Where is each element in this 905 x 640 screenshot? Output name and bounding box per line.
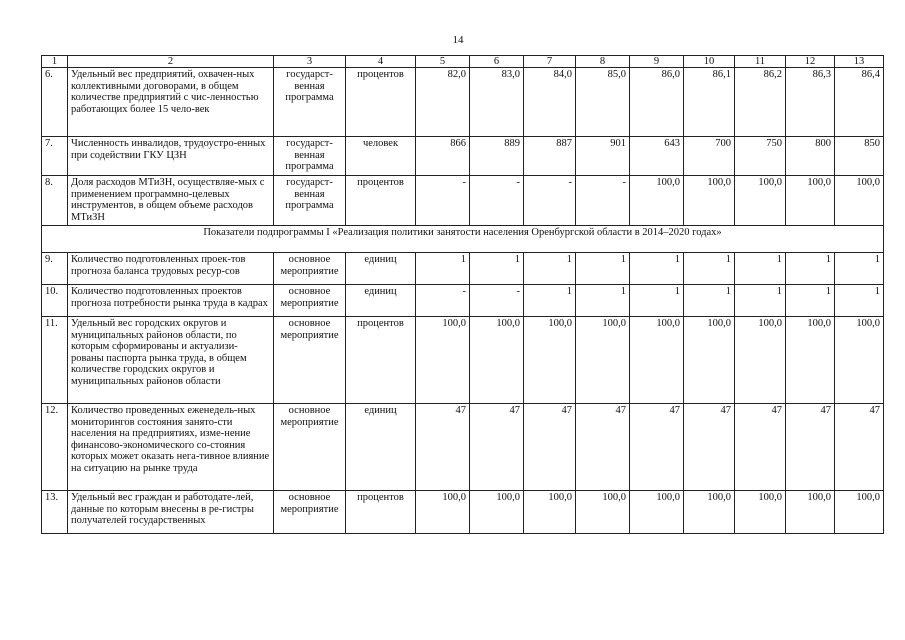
value-cell: 100,0 <box>684 176 735 226</box>
value-cell: 100,0 <box>470 317 524 404</box>
value-cell: 47 <box>735 404 786 491</box>
value-cell: 901 <box>576 137 630 176</box>
value-cell: 86,2 <box>735 68 786 137</box>
indicator-name: Удельный вес городских округов и муниципальных районов области, по которым сформированы и актуализи-рованы паспорта рынка труда, в общем количестве городских округов и муниципальных районов области <box>68 317 274 404</box>
value-cell: 1 <box>735 253 786 285</box>
unit: единиц <box>346 253 416 285</box>
header-cell: 8 <box>576 56 630 68</box>
value-cell: 100,0 <box>786 491 835 534</box>
header-cell: 5 <box>416 56 470 68</box>
value-cell: 100,0 <box>416 317 470 404</box>
value-cell: 47 <box>786 404 835 491</box>
unit: человек <box>346 137 416 176</box>
value-cell: 1 <box>735 285 786 317</box>
value-cell: - <box>470 285 524 317</box>
header-cell: 4 <box>346 56 416 68</box>
value-cell: 47 <box>470 404 524 491</box>
indicators-table <box>41 55 884 534</box>
table-row <box>42 137 884 176</box>
table-row <box>42 176 884 226</box>
value-cell: - <box>470 176 524 226</box>
unit: процентов <box>346 176 416 226</box>
value-cell: 100,0 <box>786 176 835 226</box>
value-cell: 83,0 <box>470 68 524 137</box>
value-cell: 100,0 <box>524 491 576 534</box>
value-cell: 100,0 <box>684 491 735 534</box>
row-number: 7. <box>42 137 68 176</box>
indicator-type: основное мероприятие <box>274 491 346 534</box>
header-cell: 3 <box>274 56 346 68</box>
value-cell: 1 <box>630 285 684 317</box>
value-cell: 850 <box>835 137 884 176</box>
unit: процентов <box>346 491 416 534</box>
value-cell: 1 <box>786 285 835 317</box>
value-cell: 84,0 <box>524 68 576 137</box>
unit: процентов <box>346 68 416 137</box>
value-cell: - <box>576 176 630 226</box>
value-cell: 1 <box>576 285 630 317</box>
row-number: 12. <box>42 404 68 491</box>
header-cell: 1 <box>42 56 68 68</box>
header-cell: 10 <box>684 56 735 68</box>
unit: процентов <box>346 317 416 404</box>
value-cell: 85,0 <box>576 68 630 137</box>
row-number: 11. <box>42 317 68 404</box>
indicator-name: Доля расходов МТиЗН, осуществляе-мых с применением программно-целевых инструментов, в общем объеме расходов МТиЗН <box>68 176 274 226</box>
value-cell: 643 <box>630 137 684 176</box>
value-cell: 100,0 <box>524 317 576 404</box>
value-cell: 1 <box>524 285 576 317</box>
value-cell: 47 <box>576 404 630 491</box>
table-row <box>42 68 884 137</box>
value-cell: 100,0 <box>786 317 835 404</box>
indicator-type: государст-венная программа <box>274 176 346 226</box>
row-number: 10. <box>42 285 68 317</box>
value-cell: 100,0 <box>470 491 524 534</box>
value-cell: 86,3 <box>786 68 835 137</box>
value-cell: 100,0 <box>835 176 884 226</box>
value-cell: 750 <box>735 137 786 176</box>
value-cell: 889 <box>470 137 524 176</box>
value-cell: 100,0 <box>684 317 735 404</box>
value-cell: 100,0 <box>630 176 684 226</box>
table-row <box>42 285 884 317</box>
value-cell: 100,0 <box>735 317 786 404</box>
indicator-type: основное мероприятие <box>274 253 346 285</box>
unit: единиц <box>346 404 416 491</box>
page-number: 14 <box>452 34 464 46</box>
value-cell: 700 <box>684 137 735 176</box>
unit: единиц <box>346 285 416 317</box>
value-cell: 100,0 <box>735 491 786 534</box>
row-number: 8. <box>42 176 68 226</box>
value-cell: 86,1 <box>684 68 735 137</box>
header-cell: 11 <box>735 56 786 68</box>
value-cell: - <box>416 176 470 226</box>
value-cell: 1 <box>576 253 630 285</box>
value-cell: 100,0 <box>835 491 884 534</box>
header-row <box>42 56 884 68</box>
indicator-name: Удельный вес предприятий, охвачен-ных коллективными договорами, в общем количестве предприятий с чис-ленностью работающих более 15 чело-век <box>68 68 274 137</box>
value-cell: 47 <box>524 404 576 491</box>
section-row <box>42 226 884 253</box>
header-cell: 13 <box>835 56 884 68</box>
section-title: Показатели подпрограммы I «Реализация политики занятости населения Оренбургской области в 2014–2020 годах» <box>42 226 884 253</box>
row-number: 9. <box>42 253 68 285</box>
value-cell: 887 <box>524 137 576 176</box>
header-cell: 6 <box>470 56 524 68</box>
table-row <box>42 404 884 491</box>
value-cell: 1 <box>630 253 684 285</box>
row-number: 13. <box>42 491 68 534</box>
value-cell: 866 <box>416 137 470 176</box>
value-cell: 47 <box>684 404 735 491</box>
value-cell: 100,0 <box>735 176 786 226</box>
value-cell: 47 <box>835 404 884 491</box>
value-cell: 100,0 <box>630 491 684 534</box>
indicator-name: Численность инвалидов, трудоустро-енных при содействии ГКУ ЦЗН <box>68 137 274 176</box>
value-cell: 1 <box>835 285 884 317</box>
row-number: 6. <box>42 68 68 137</box>
indicator-type: государст-венная программа <box>274 68 346 137</box>
table-row <box>42 253 884 285</box>
indicator-name: Количество проведенных еженедель-ных мониторингов состояния занято-сти населения на предприятиях, изме-нение финансово-экономического со-стояния которых может оказать нега-тивное влияние на ситуацию на рынке труда <box>68 404 274 491</box>
value-cell: 1 <box>684 285 735 317</box>
header-cell: 7 <box>524 56 576 68</box>
value-cell: 100,0 <box>576 317 630 404</box>
value-cell: 86,4 <box>835 68 884 137</box>
table-row <box>42 491 884 534</box>
value-cell: 47 <box>630 404 684 491</box>
value-cell: 1 <box>524 253 576 285</box>
indicator-name: Количество подготовленных проек-тов прогноза баланса трудовых ресур-сов <box>68 253 274 285</box>
value-cell: 86,0 <box>630 68 684 137</box>
indicator-name: Удельный вес граждан и работодате-лей, данные по которым внесены в ре-гистры получателей государственных <box>68 491 274 534</box>
value-cell: 1 <box>835 253 884 285</box>
value-cell: 100,0 <box>835 317 884 404</box>
header-cell: 9 <box>630 56 684 68</box>
value-cell: 100,0 <box>630 317 684 404</box>
value-cell: 82,0 <box>416 68 470 137</box>
value-cell: 47 <box>416 404 470 491</box>
value-cell: 1 <box>470 253 524 285</box>
table-row <box>42 317 884 404</box>
value-cell: 1 <box>684 253 735 285</box>
indicator-type: государст-венная программа <box>274 137 346 176</box>
indicator-name: Количество подготовленных проектов прогноза потребности рынка труда в кадрах <box>68 285 274 317</box>
header-cell: 12 <box>786 56 835 68</box>
header-cell: 2 <box>68 56 274 68</box>
indicator-type: основное мероприятие <box>274 317 346 404</box>
value-cell: 1 <box>786 253 835 285</box>
value-cell: 100,0 <box>576 491 630 534</box>
value-cell: - <box>416 285 470 317</box>
indicator-type: основное мероприятие <box>274 285 346 317</box>
value-cell: 100,0 <box>416 491 470 534</box>
value-cell: - <box>524 176 576 226</box>
value-cell: 1 <box>416 253 470 285</box>
value-cell: 800 <box>786 137 835 176</box>
indicator-type: основное мероприятие <box>274 404 346 491</box>
